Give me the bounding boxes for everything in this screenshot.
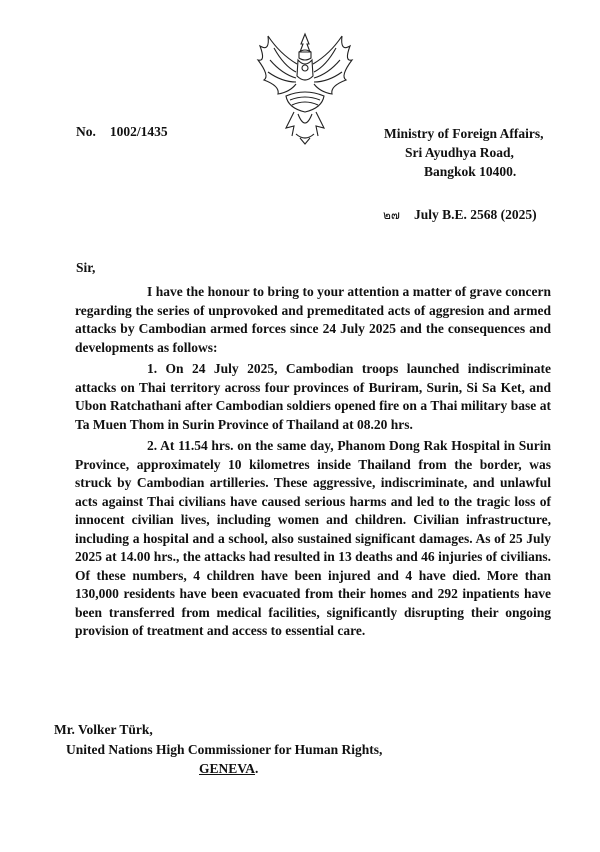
addressee-title: United Nations High Commissioner for Human Rights, bbox=[66, 741, 383, 757]
body-paragraph: 2. At 11.54 hrs. on the same day, Phanom Dong Rak Hospital in Surin Province, approximately 10 kilometres inside Thailand from the border, was struck by Cambodian artilleries. These aggressive, indiscriminate, and unlawful acts against Thai civilians have caused serious harms and led to the tragic loss of innocent civilian lives, including women and children. Civilian infrastructure, including a hospital and a school, also sustained significant damages. As of 25 July 2025 at 14.00 hrs., the attacks had resulted in 13 deaths and 46 injuries of civilians. Of these numbers, 4 children have been injured and 4 have died. More than 130,000 residents have been evacuated from their homes and 292 inpatients have been transferred from medical facilities, significantly disrupting their ongoing provision of treatment and access to essential care. bbox=[75, 438, 551, 638]
salutation: Sir, bbox=[76, 260, 96, 275]
address-line: Sri Ayudhya Road, bbox=[405, 145, 514, 160]
addressee-name: Mr. Volker Türk, bbox=[54, 722, 153, 737]
addressee-city-line bbox=[54, 759, 382, 779]
sender-address bbox=[384, 124, 543, 181]
letter-date bbox=[383, 206, 537, 225]
address-line: Bangkok 10400. bbox=[424, 164, 517, 179]
body-paragraph: I have the honour to bring to your attention a matter of grave concern regarding the series of unprovoked and premeditated acts of aggresion and armed attacks by Cambodian armed forces since 24 July 2025 and the consequences and developments as follows: bbox=[75, 284, 551, 355]
date-day-handwritten: ๒๗ bbox=[383, 208, 400, 222]
letter-body bbox=[75, 283, 551, 644]
reference-value: 1002/1435 bbox=[109, 124, 168, 139]
reference-number bbox=[76, 124, 168, 140]
reference-label: No. bbox=[76, 124, 96, 139]
addressee-city-suffix: . bbox=[255, 761, 259, 776]
addressee-city: GENEVA bbox=[199, 761, 256, 776]
addressee-block bbox=[54, 720, 382, 779]
body-paragraph: 1. On 24 July 2025, Cambodian troops launched indiscriminate attacks on Thai territory across four provinces of Buriram, Surin, Si Sa Ket, and Ubon Ratchathani after Cambodian soldiers opened fire on a Thai military base at Ta Muen Thom in Surin Province of Thailand at 08.20 hrs. bbox=[75, 361, 551, 432]
date-text: July B.E. 2568 (2025) bbox=[413, 207, 537, 222]
address-line: Ministry of Foreign Affairs, bbox=[384, 126, 544, 141]
garuda-emblem-icon bbox=[250, 28, 360, 146]
